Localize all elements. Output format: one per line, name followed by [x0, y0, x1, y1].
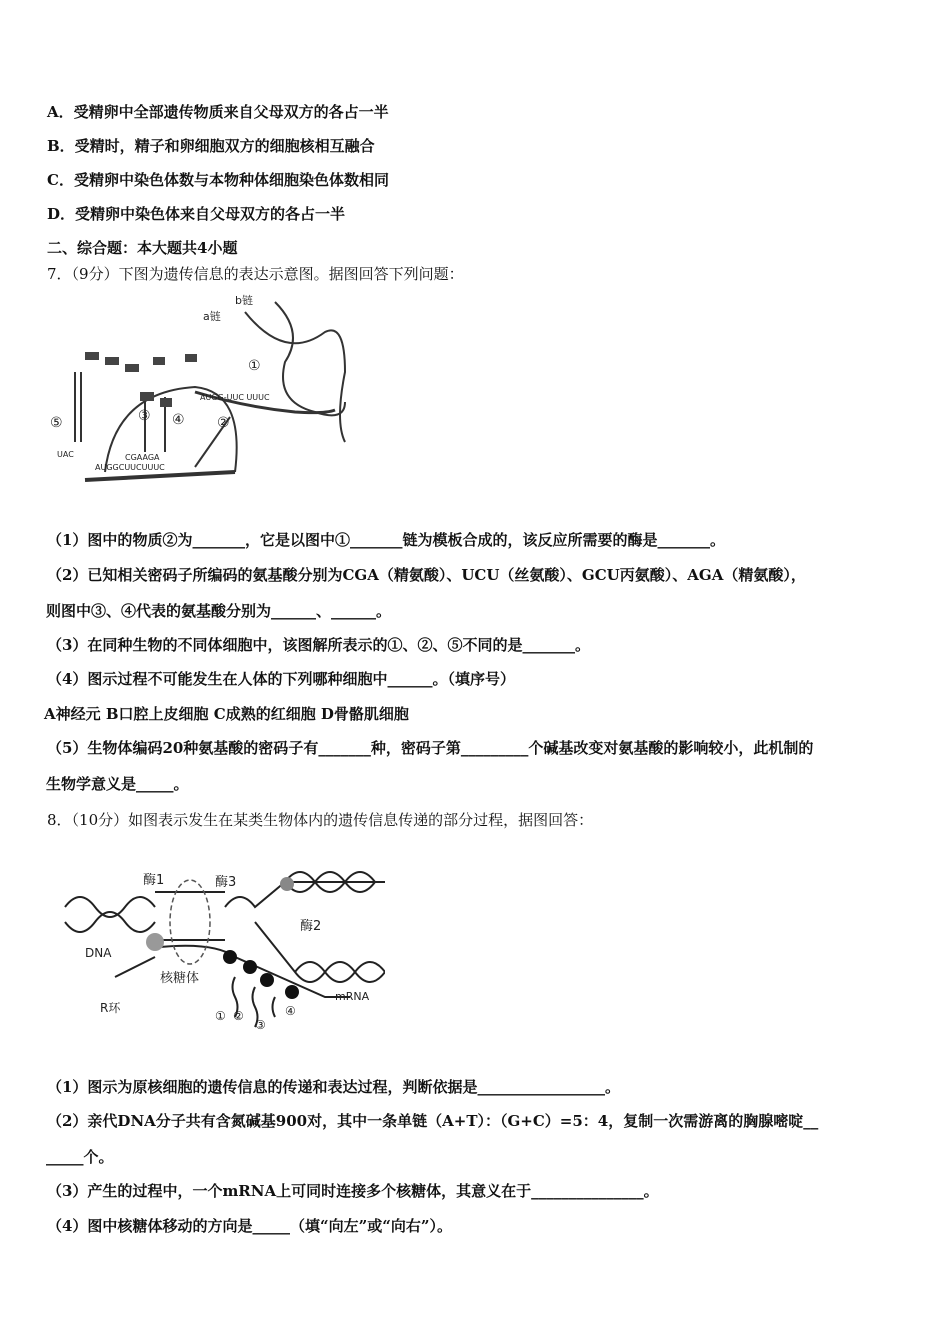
svg-text:CGAAGA: CGAAGA: [125, 453, 160, 462]
q7-part1: （1）图中的物质②为_______，它是以图中①_______链为模板合成的，该反应所需要的酶是_______。: [47, 531, 725, 549]
svg-text:R环: R环: [100, 1001, 121, 1015]
section-title: 二、综合题：本大题共4小题: [47, 239, 238, 257]
option-a: A．受精卵中全部遗传物质来自父母双方的各占一半: [47, 103, 389, 121]
option-c: C．受精卵中染色体数与本物种体细胞染色体数相同: [47, 171, 389, 189]
svg-text:AUGG-UUC UUUC: AUGG-UUC UUUC: [200, 393, 270, 402]
q7-stem: 7．（9分）下图为遗传信息的表达示意图。据图回答下列问题：: [47, 265, 464, 283]
gene-expression-figure: [45, 292, 355, 492]
q8-part3: （3）产生的过程中，一个mRNA上可同时连接多个核糖体，其意义在于_______________。: [47, 1182, 659, 1200]
svg-text:①: ①: [248, 358, 261, 374]
q8-part2-cont: _____个。: [46, 1148, 114, 1166]
svg-text:①: ①: [215, 1009, 226, 1023]
q7-part3: （3）在同种生物的不同体细胞中，该图解所表示的①、②、⑤不同的是_______。: [47, 636, 590, 654]
svg-text:②: ②: [217, 415, 230, 431]
svg-text:b链: b链: [235, 294, 253, 307]
q7-part5: （5）生物体编码20种氨基酸的密码子有_______种，密码子第_________个碱基改变对氨基酸的影响较小，此机制的: [47, 739, 814, 757]
svg-text:③: ③: [138, 408, 151, 424]
svg-text:核糖体: 核糖体: [160, 971, 200, 986]
q7-part2-cont: 则图中③、④代表的氨基酸分别为______、______。: [46, 602, 392, 620]
svg-text:酶3: 酶3: [215, 875, 237, 890]
svg-text:酶2: 酶2: [300, 919, 322, 934]
svg-text:AUGGCUUCUUUC: AUGGCUUCUUUC: [95, 463, 165, 472]
option-b: B．受精时，精子和卵细胞双方的细胞核相互融合: [47, 137, 375, 155]
svg-text:mRNA: mRNA: [335, 990, 370, 1003]
svg-text:a链: a链: [203, 310, 221, 323]
svg-text:⑤: ⑤: [50, 415, 63, 431]
svg-text:②: ②: [233, 1009, 244, 1023]
q7-part4-choices: A神经元 B口腔上皮细胞 C成熟的红细胞 D骨骼肌细胞: [44, 705, 409, 723]
option-d: D．受精卵中染色体来自父母双方的各占一半: [47, 205, 346, 223]
svg-text:UAC: UAC: [57, 450, 74, 459]
svg-text:DNA: DNA: [85, 946, 112, 960]
q7-part4: （4）图示过程不可能发生在人体的下列哪种细胞中______。（填序号）: [47, 670, 515, 688]
q8-part2: （2）亲代DNA分子共有含氮碱基900对，其中一条单链（A+T）：（G+C）=5：4，复制一次需游离的胸腺嘧啶__: [47, 1112, 819, 1130]
svg-text:③: ③: [255, 1018, 266, 1032]
svg-text:酶1: 酶1: [143, 873, 165, 888]
svg-text:④: ④: [172, 412, 185, 428]
q7-part2: （2）已知相关密码子所编码的氨基酸分别为CGA（精氨酸）、UCU（丝氨酸）、GCU丙氨酸）、AGA（精氨酸），: [47, 566, 806, 584]
q8-stem: 8．（10分）如图表示发生在某类生物体内的遗传信息传递的部分过程，据图回答：: [47, 811, 594, 829]
svg-text:④: ④: [285, 1004, 296, 1018]
q7-part5-cont: 生物学意义是_____。: [46, 775, 189, 793]
replication-transcription-figure: [55, 862, 385, 1032]
q8-part4: （4）图中核糖体移动的方向是_____（填“向左”或“向右”）。: [47, 1217, 452, 1235]
q8-part1: （1）图示为原核细胞的遗传信息的传递和表达过程，判断依据是_________________。: [47, 1078, 620, 1096]
